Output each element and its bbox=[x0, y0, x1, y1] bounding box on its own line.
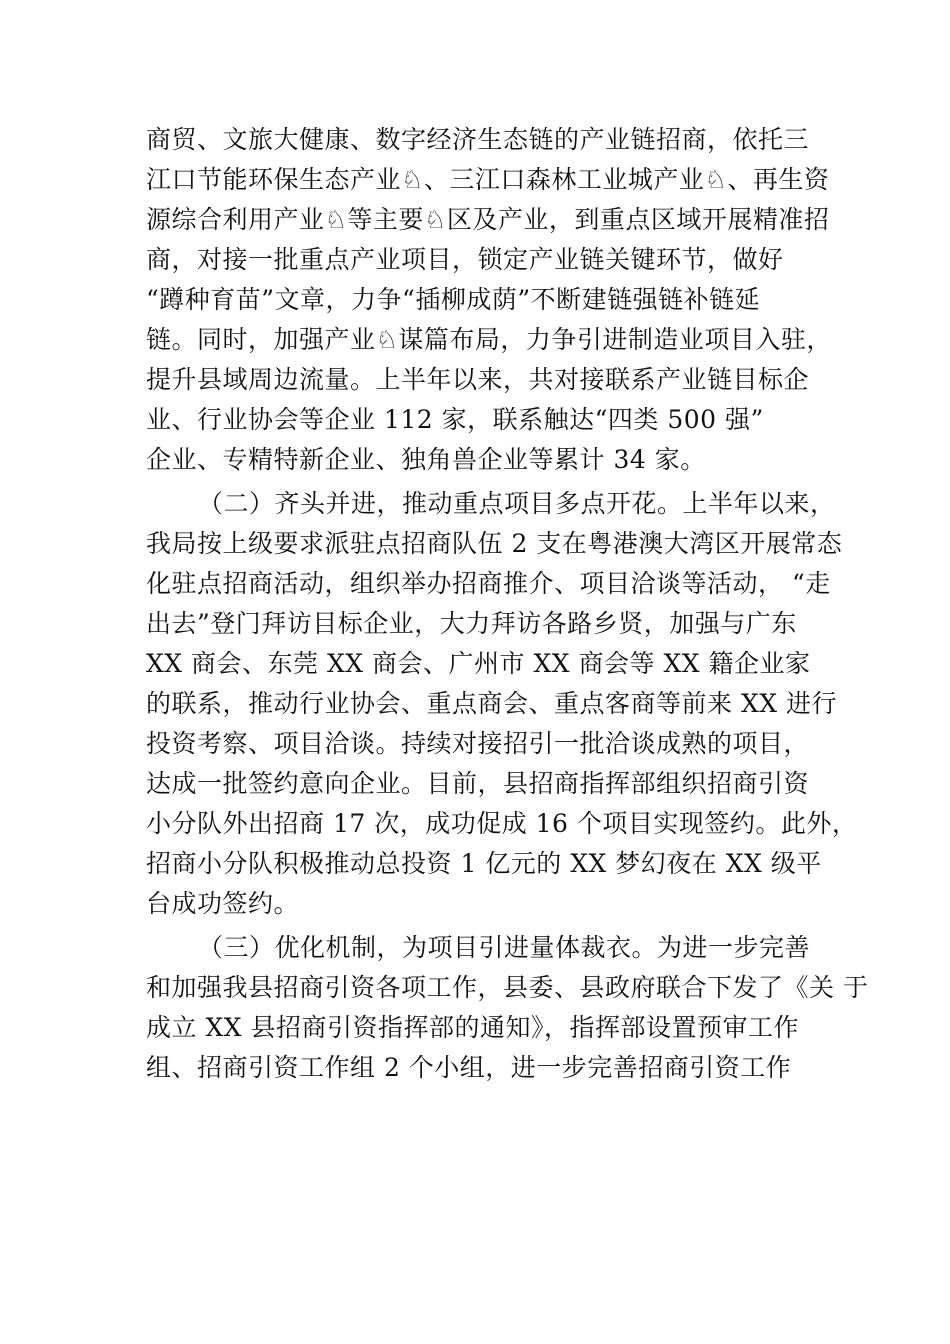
body-text-line: 商贸、文旅大健康、数字经济生态链的产业链招商，依托三 bbox=[146, 125, 810, 154]
body-text-line: 和加强我县招商引资各项工作，县委、县政府联合下发了《关 于 bbox=[146, 973, 869, 1002]
body-text-line: 江口节能环保生态产业♘、三江口森林工业城产业♘、再生资 bbox=[146, 165, 830, 194]
body-text-line: 的联系，推动行业协会、重点商会、重点客商等前来 XX 进行 bbox=[146, 689, 837, 718]
body-text-line: “蹲种育苗”文章，力争“插柳成荫”不断建链强链补链延 bbox=[146, 285, 761, 314]
body-text-line: 出去”登门拜访目标企业，大力拜访各路乡贤，加强与广东 bbox=[146, 609, 797, 638]
body-text-line: 业、行业协会等企业 112 家，联系触达“四类 500 强” bbox=[146, 405, 764, 434]
body-text-line: 小分队外出招商 17 次，成功促成 16 个项目实现签约。此外， bbox=[146, 809, 858, 838]
body-text-line: 提升县域周边流量。上半年以来，共对接联系产业链目标企 bbox=[146, 365, 810, 394]
body-text-line: 台成功签约。 bbox=[146, 889, 300, 918]
body-text-line: 源综合利用产业♘等主要♘区及产业，到重点区域开展精准招 bbox=[146, 205, 830, 234]
body-text-line: 达成一批签约意向企业。目前，县招商指挥部组织招商引资 bbox=[146, 769, 810, 798]
body-text-line: 成立 XX 县招商引资指挥部的通知》，指挥部设置预审工作 bbox=[146, 1013, 799, 1042]
body-text-line: 我局按上级要求派驻点招商队伍 2 支在粤港澳大湾区开展常态 bbox=[146, 529, 843, 558]
body-text-line: 化驻点招商活动，组织举办招商推介、项目洽谈等活动， “走 bbox=[146, 569, 831, 598]
section-heading-2-line: （二）齐头并进，推动重点项目多点开花。上半年以来， bbox=[198, 489, 836, 518]
body-text-line: 招商小分队积极推动总投资 1 亿元的 XX 梦幻夜在 XX 级平 bbox=[146, 849, 822, 878]
body-text-line: XX 商会、东莞 XX 商会、广州市 XX 商会等 XX 籍企业家 bbox=[146, 649, 811, 678]
body-text-line: 组、招商引资工作组 2 个小组，进一步完善招商引资工作 bbox=[146, 1053, 792, 1082]
section-heading-3-line: （三）优化机制，为项目引进量体裁衣。为进一步完善 bbox=[198, 933, 811, 962]
body-text-line: 商，对接一批重点产业项目，锁定产业链关键环节，做好 bbox=[146, 245, 784, 274]
body-text-line: 链。同时，加强产业♘谋篇布局，力争引进制造业项目入驻， bbox=[146, 325, 832, 354]
body-text-line: 企业、专精特新企业、独角兽企业等累计 34 家。 bbox=[146, 445, 706, 474]
body-text-line: 投资考察、项目洽谈。持续对接招引一批洽谈成熟的项目， bbox=[146, 729, 810, 758]
